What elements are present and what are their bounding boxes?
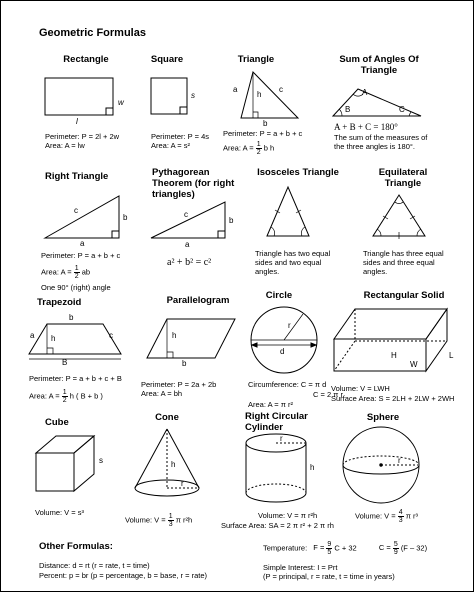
solid-volume: Volume: V = LWH (331, 384, 390, 393)
triangle-perimeter: Perimeter: P = a + b + c (223, 129, 303, 138)
sphere-r-label: r (398, 456, 401, 465)
sphere-volume-suffix: π r³ (405, 511, 419, 521)
parallelogram-h-label: h (172, 331, 177, 340)
triangle-c-label: c (279, 85, 283, 94)
circle-title: Circle (265, 290, 293, 301)
parallelogram-area: Area: A = bh (141, 389, 183, 398)
right-triangle-area-prefix: Area: A = (41, 267, 72, 277)
cylinder-h-label: h (310, 463, 315, 472)
square-area: Area: A = s² (151, 141, 190, 150)
triangle-area-prefix: Area: A = (223, 143, 254, 153)
cone-volume-suffix: π r²h (175, 515, 193, 525)
equilateral-note-2: sides and three equal (363, 258, 435, 267)
right-triangle-c-label: c (74, 206, 78, 215)
interest-formula: Simple Interest: I = Prt (263, 563, 338, 572)
right-triangle-perimeter: Perimeter: P = a + b + c (41, 251, 121, 260)
right-triangle-b-label: b (123, 213, 128, 222)
f-suffix: C + 32 (334, 543, 357, 553)
circle-circumference: Circumference: C = π d (248, 380, 327, 389)
pythagorean-c-label: c (184, 210, 188, 219)
isosceles-note-3: angles. (255, 267, 280, 276)
rectangle-w-label: w (118, 98, 124, 107)
square-title: Square (150, 54, 184, 65)
parallelogram-perimeter: Perimeter: P = 2a + 2b (141, 380, 217, 389)
trapezoid-b-label: b (69, 313, 74, 322)
page-title: Geometric Formulas (39, 27, 146, 39)
parallelogram-b-label: b (182, 359, 187, 368)
solid-H-label: H (391, 351, 397, 360)
trapezoid-area-suffix: h ( B + b ) (69, 391, 103, 401)
rectangle-area: Area: A = lw (45, 141, 85, 150)
triangle-area-suffix: b h (263, 143, 275, 153)
angles-note-1: The sum of the measures of (334, 133, 428, 142)
angle-c-label: C (399, 105, 405, 114)
pythagorean-b-label: b (229, 216, 234, 225)
f-prefix: F = (313, 543, 325, 553)
equilateral-note-1: Triangle has three equal (363, 249, 444, 258)
cone-r-label: r (181, 479, 184, 488)
circle-area: Area: A = π r² (248, 400, 293, 409)
isosceles-title: Isosceles Triangle (257, 167, 339, 178)
angles-formula: A + B + C = 180° (334, 122, 398, 132)
f-fraction: $\frac{9}{5}$ (327, 541, 332, 556)
sphere-volume (355, 509, 418, 524)
interest-note: (P = principal, r = rate, t = time in years) (263, 572, 395, 581)
right-triangle-note: One 90° (right) angle (41, 283, 111, 292)
temperature-formulas (263, 541, 427, 556)
c-prefix: C = (378, 543, 391, 553)
solid-W-label: W (410, 360, 418, 369)
pythagorean-a-label: a (185, 240, 190, 249)
square-s-label: s (191, 91, 195, 100)
cone-volume-prefix: Volume: V = (125, 515, 166, 525)
right-triangle-title: Right Triangle (45, 171, 109, 182)
percent-formula: Percent: p = br (p = percentage, b = base, r = rate) (39, 571, 208, 580)
solid-surface-area: Surface Area: S = 2LH + 2LW + 2WH (331, 394, 455, 403)
c-suffix: (F – 32) (400, 543, 428, 553)
trapezoid-title: Trapezoid (37, 297, 82, 308)
angle-b-label: B (345, 105, 351, 114)
cylinder-title: Right Circular Cylinder (245, 411, 308, 433)
sphere-title: Sphere (366, 412, 400, 423)
circle-d-label: d (280, 347, 285, 356)
trapezoid-perimeter: Perimeter: P = a + b + c + B (29, 374, 122, 383)
isosceles-note-2: sides and two equal (255, 258, 322, 267)
right-triangle-area-suffix: ab (81, 267, 91, 277)
circle-circumference-2: C = 2 π r (313, 390, 343, 399)
cone-volume-fraction: $\frac{1}{3}$ (168, 513, 173, 528)
triangle-a-label: a (233, 85, 238, 94)
trapezoid-area-fraction: $\frac{1}{2}$ (62, 389, 67, 404)
cube-s-label: s (99, 456, 103, 465)
circle-r-label: r (288, 321, 291, 330)
right-triangle-area-fraction: $\frac{1}{2}$ (74, 265, 79, 280)
equilateral-title: Equilateral Triangle (378, 167, 428, 189)
cylinder-volume: Volume: V = π r²h (258, 511, 318, 520)
rectangle-perimeter: Perimeter: P = 2l + 2w (45, 132, 120, 141)
sphere-volume-fraction: $\frac{4}{3}$ (398, 509, 403, 524)
c-fraction: $\frac{5}{9}$ (393, 541, 398, 556)
temperature-label: Temperature: (263, 543, 308, 553)
triangle-h-label: h (257, 90, 262, 99)
pythagorean-formula: a² + b² = c² (167, 257, 212, 268)
angles-title: Sum of Angles Of Triangle (339, 54, 419, 76)
pythagorean-title: Pythagorean Theorem (for right triangles) (152, 167, 235, 200)
square-perimeter: Perimeter: P = 4s (151, 132, 210, 141)
equilateral-note-3: angles. (363, 267, 388, 276)
distance-formula: Distance: d = rt (r = rate, t = time) (39, 561, 150, 570)
solid-title: Rectangular Solid (363, 290, 445, 301)
isosceles-note-1: Triangle has two equal (255, 249, 331, 258)
cone-title: Cone (155, 412, 179, 423)
triangle-b-label: b (263, 119, 268, 128)
right-triangle-a-label: a (80, 239, 85, 248)
cone-h-label: h (171, 460, 176, 469)
trapezoid-c-label: c (109, 331, 113, 340)
cube-volume: Volume: V = s³ (35, 508, 84, 517)
trapezoid-B-label: B (62, 358, 68, 367)
cylinder-r-label: r (280, 434, 283, 443)
angles-note-2: the three angles is 180°. (334, 142, 415, 151)
parallelogram-title: Parallelogram (166, 295, 230, 306)
other-formulas-title: Other Formulas: (39, 541, 113, 552)
triangle-area-fraction: $\frac{1}{2}$ (256, 141, 261, 156)
trapezoid-area-prefix: Area: A = (29, 391, 60, 401)
cylinder-surface-area: Surface Area: SA = 2 π r² + 2 π rh (221, 521, 334, 530)
trapezoid-a-label: a (30, 331, 35, 340)
rectangle-title: Rectangle (63, 54, 109, 65)
sphere-volume-prefix: Volume: V = (355, 511, 396, 521)
cube-title: Cube (45, 417, 69, 428)
triangle-title: Triangle (237, 54, 275, 65)
solid-L-label: L (449, 351, 454, 360)
sphere-figure (1, 1, 473, 591)
trapezoid-h-label: h (51, 334, 56, 343)
angle-a-label: A (362, 88, 368, 97)
rectangle-l-label: l (76, 117, 78, 126)
